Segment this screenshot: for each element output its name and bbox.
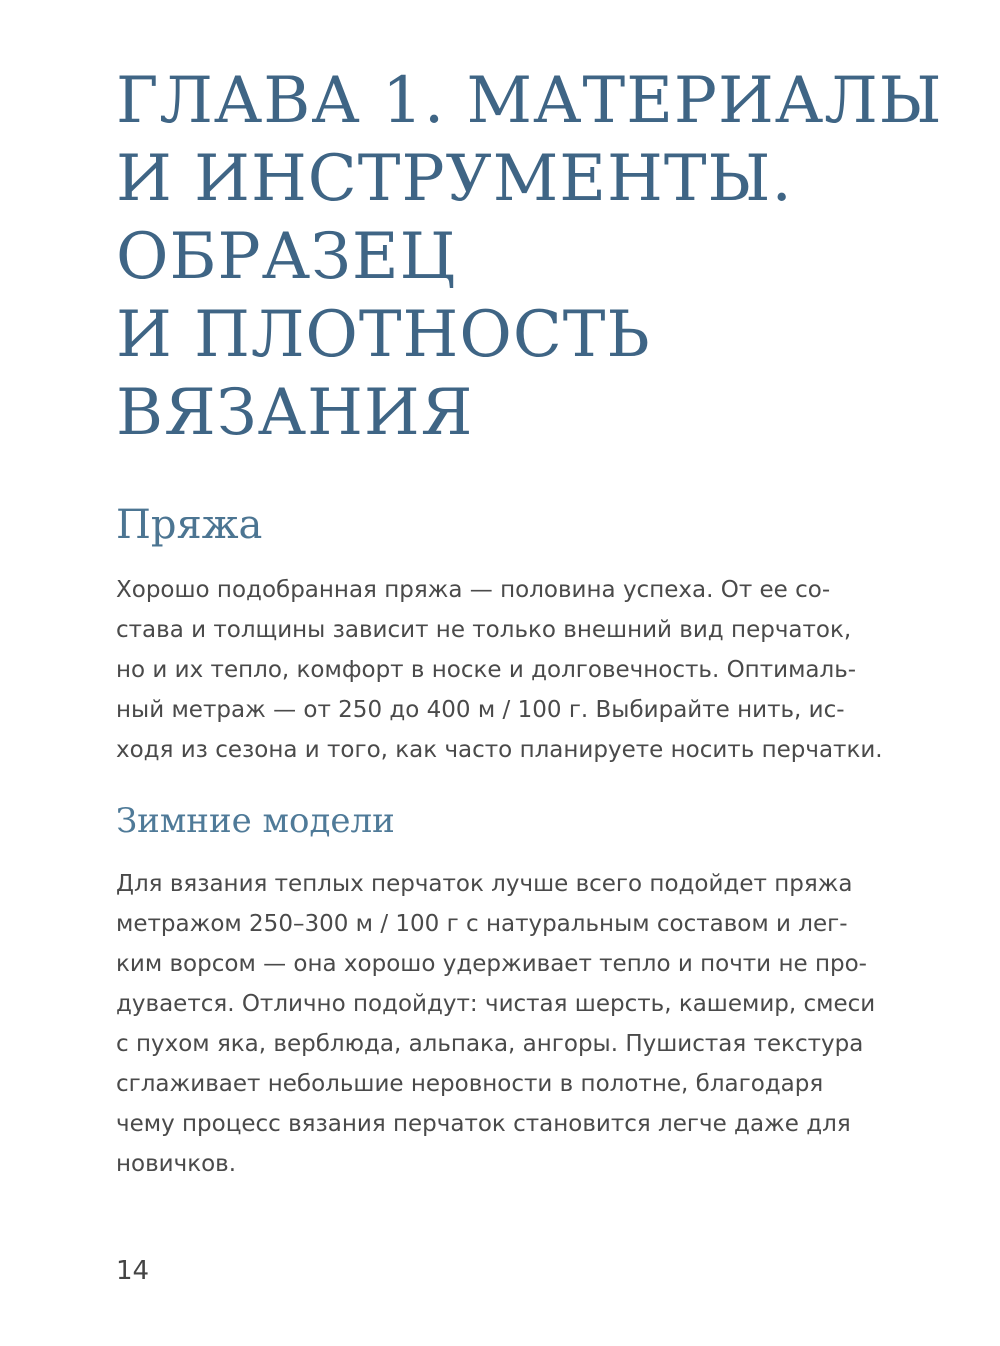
yarn-paragraph (116, 570, 896, 770)
paragraph-line: ким ворсом — она хорошо удерживает тепло и почти не про- (116, 951, 867, 977)
paragraph-line: но и их тепло, комфорт в носке и долговечность. Оптималь- (116, 657, 857, 683)
paragraph-line: дувается. Отлично подойдут: чистая шерсть, кашемир, смеси (116, 991, 876, 1017)
paragraph-line: с пухом яка, верблюда, альпака, ангоры. Пушистая текстура (116, 1031, 864, 1057)
page-number: 14 (116, 1256, 150, 1286)
chapter-title-line: ГЛАВА 1. МАТЕРИАЛЫ (116, 64, 943, 138)
paragraph-line: ходя из сезона и того, как часто планируете носить перчатки. (116, 737, 883, 763)
chapter-title-line: И ПЛОТНОСТЬ (116, 298, 651, 372)
subsection-title-winter-models: Зимние модели (116, 801, 395, 841)
paragraph-line: метражом 250–300 м / 100 г с натуральным составом и лег- (116, 911, 848, 937)
paragraph-line: става и толщины зависит не только внешний вид перчаток, (116, 617, 852, 643)
chapter-title-line: И ИНСТРУМЕНТЫ. (116, 142, 793, 216)
chapter-title (116, 62, 956, 452)
paragraph-line: новичков. (116, 1151, 237, 1177)
section-title-yarn: Пряжа (116, 502, 263, 548)
paragraph-line: Для вязания теплых перчаток лучше всего подойдет пряжа (116, 871, 853, 897)
chapter-title-line: ОБРАЗЕЦ (116, 220, 457, 294)
paragraph-line: ный метраж — от 250 до 400 м / 100 г. Выбирайте нить, ис- (116, 697, 845, 723)
winter-models-paragraph (116, 864, 896, 1184)
paragraph-line: сглаживает небольшие неровности в полотне, благодаря (116, 1071, 824, 1097)
paragraph-line: чему процесс вязания перчаток становится легче даже для (116, 1111, 851, 1137)
paragraph-line: Хорошо подобранная пряжа — половина успеха. От ее со- (116, 577, 831, 603)
chapter-title-line: ВЯЗАНИЯ (116, 376, 474, 450)
